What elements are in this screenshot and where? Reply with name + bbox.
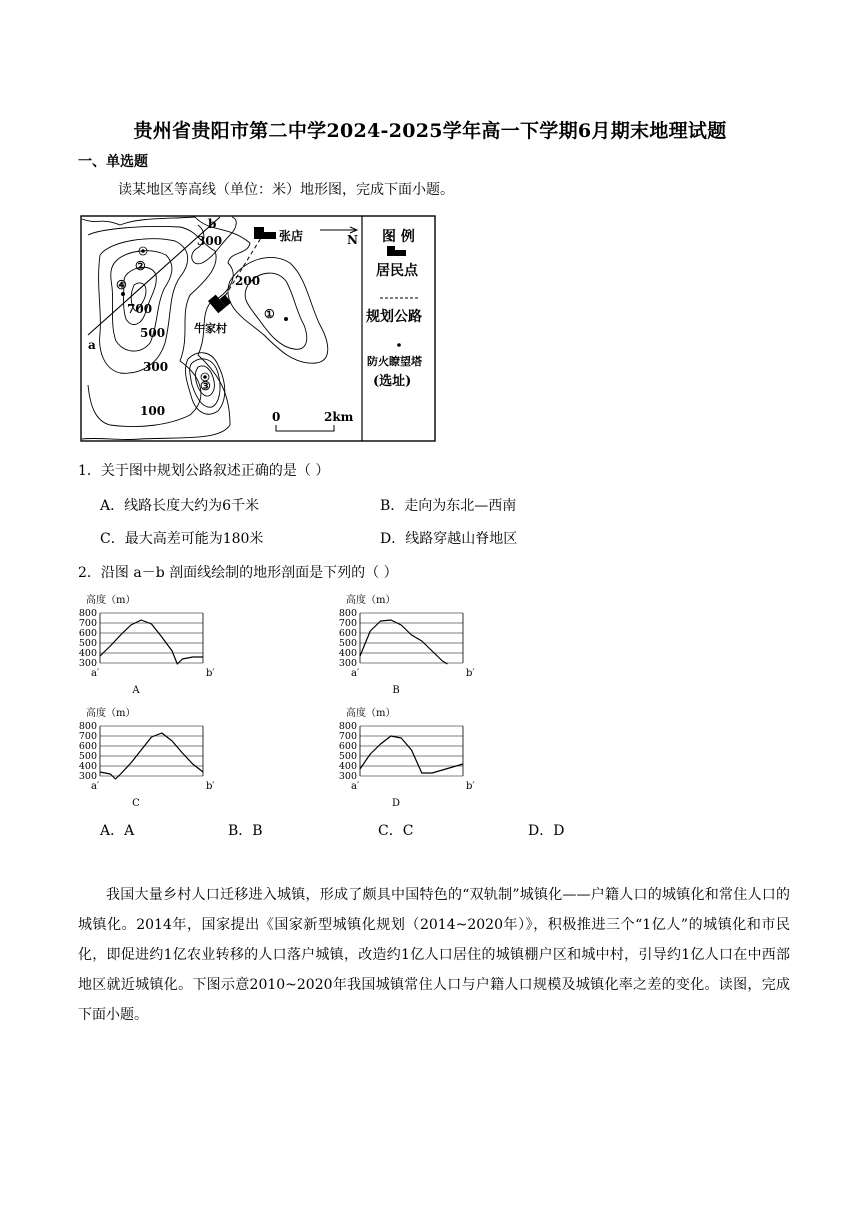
intro-text: 读某地区等高线（单位：米）地形图，完成下面小题。 bbox=[118, 182, 454, 198]
q2-option-c[interactable]: C．C bbox=[378, 823, 414, 839]
profile-x-start: a′ bbox=[91, 781, 100, 792]
label-700: 700 bbox=[127, 302, 153, 316]
profile-x-end: b′ bbox=[466, 668, 475, 679]
profile-tick-label: 600 bbox=[78, 741, 97, 752]
label-200: 200 bbox=[235, 274, 261, 288]
profile-name: D bbox=[391, 798, 401, 809]
profile-x-start: a′ bbox=[91, 668, 100, 679]
profile-name: C bbox=[132, 798, 140, 809]
profile-name: A bbox=[132, 685, 140, 696]
profile-tick-label: 800 bbox=[78, 721, 97, 732]
profile-tick-label: 600 bbox=[338, 741, 357, 752]
label-300-top: 300 bbox=[197, 234, 223, 248]
profile-tick-label: 500 bbox=[338, 638, 357, 649]
profile-tick-label: 300 bbox=[338, 658, 357, 669]
profile-ylabel: 高度（m） bbox=[346, 595, 396, 606]
profile-tick-label: 600 bbox=[338, 628, 357, 639]
profile-tick-label: 600 bbox=[78, 628, 97, 639]
map-legend bbox=[365, 228, 423, 389]
profile-ylabel: 高度（m） bbox=[86, 595, 136, 606]
profile-tick-label: 500 bbox=[78, 751, 97, 762]
label-p3: ③ bbox=[200, 379, 211, 393]
label-scale-2: 2km bbox=[324, 410, 354, 424]
label-300-bottom: 300 bbox=[143, 360, 169, 374]
profile-ylabel: 高度（m） bbox=[346, 708, 396, 719]
profile-tick-label: 700 bbox=[78, 731, 97, 742]
q1-option-a[interactable]: A．线路长度大约为6千米 bbox=[100, 498, 260, 514]
label-a: a bbox=[88, 338, 96, 352]
q1-option-b[interactable]: B．走向为东北—西南 bbox=[380, 498, 517, 514]
profile-tick-label: 500 bbox=[338, 751, 357, 762]
page-title: 贵州省贵阳市第二中学2024-2025学年高一下学期6月期末地理试题 bbox=[133, 120, 727, 142]
q1-option-d[interactable]: D．线路穿越山脊地区 bbox=[380, 531, 518, 547]
q2-option-d[interactable]: D．D bbox=[528, 823, 565, 839]
profile-tick-label: 400 bbox=[338, 648, 357, 659]
profile-name: B bbox=[392, 685, 400, 696]
q2-option-a[interactable]: A．A bbox=[100, 823, 135, 839]
q1-stem: 1．关于图中规划公路叙述正确的是（ ） bbox=[78, 463, 330, 479]
label-b: b bbox=[208, 217, 217, 231]
profile-tick-label: 300 bbox=[78, 658, 97, 669]
profile-tick-label: 700 bbox=[78, 618, 97, 629]
label-scale-0: 0 bbox=[272, 410, 281, 424]
profile-x-end: b′ bbox=[206, 668, 215, 679]
q2-stem: 2．沿图 a－b 剖面线绘制的地形剖面是下列的（ ） bbox=[78, 565, 398, 581]
profile-tick-label: 400 bbox=[338, 761, 357, 772]
profile-tick-label: 700 bbox=[338, 618, 357, 629]
passage-paragraph: 我国大量乡村人口迁移进入城镇，形成了颇具中国特色的“双轨制”城镇化——户籍人口的城镇化和常住人口的城镇化。2014年，国家提出《国家新型城镇化规划（2014~2020年）》，积极推进三个“1亿人”的城镇化和市民化，即促进约1亿农业转移的人口落户城镇，改造约1亿人口居住的城镇棚户区和城中村，引导约1亿人口在中西部地区就近城镇化。下图示意2010~2020年我国城镇常住人口与户籍人口规模及城镇化率之差的变化。读图，完成下面小题。 bbox=[78, 887, 790, 1023]
profile-tick-label: 300 bbox=[338, 771, 357, 782]
legend-road: 规划公路 bbox=[366, 309, 422, 325]
profile-tick-label: 800 bbox=[78, 608, 97, 619]
profile-chart-b[interactable] bbox=[330, 589, 490, 701]
label-p2: ② bbox=[135, 259, 146, 273]
profile-tick-label: 500 bbox=[78, 638, 97, 649]
q1-option-c[interactable]: C．最大高差可能为180米 bbox=[100, 531, 264, 547]
profile-tick-label: 400 bbox=[78, 648, 97, 659]
label-north: N bbox=[347, 233, 358, 247]
profile-tick-label: 700 bbox=[338, 731, 357, 742]
profile-tick-label: 400 bbox=[78, 761, 97, 772]
legend-tower-1: 防火瞭望塔 bbox=[367, 355, 422, 368]
profile-x-start: a′ bbox=[351, 668, 360, 679]
profile-x-end: b′ bbox=[206, 781, 215, 792]
profile-x-end: b′ bbox=[466, 781, 475, 792]
profile-x-start: a′ bbox=[351, 781, 360, 792]
legend-settlement: 居民点 bbox=[376, 263, 418, 279]
label-500: 500 bbox=[140, 326, 166, 340]
profile-line-D bbox=[360, 736, 463, 773]
profile-ylabel: 高度（m） bbox=[86, 708, 136, 719]
contour-map bbox=[80, 215, 436, 443]
profile-line-A bbox=[100, 620, 203, 664]
label-p4: ④ bbox=[116, 278, 127, 292]
profile-chart-a[interactable] bbox=[70, 589, 230, 701]
label-p1: ① bbox=[264, 307, 275, 321]
profile-line-B bbox=[360, 620, 448, 664]
legend-title: 图 例 bbox=[382, 229, 415, 245]
label-100: 100 bbox=[140, 404, 166, 418]
q2-option-b[interactable]: B．B bbox=[228, 823, 263, 839]
legend-tower-2: (选址) bbox=[373, 374, 412, 389]
profile-tick-label: 300 bbox=[78, 771, 97, 782]
profile-chart-d[interactable] bbox=[330, 702, 490, 814]
settlement-zhangdian bbox=[254, 227, 276, 239]
section-heading: 一、单选题 bbox=[78, 154, 148, 170]
profile-chart-c[interactable] bbox=[70, 702, 230, 814]
profile-tick-label: 800 bbox=[338, 721, 357, 732]
label-niujiacun: 牛家村 bbox=[194, 322, 227, 335]
label-zhangdian: 张店 bbox=[279, 229, 304, 243]
passage-urbanization bbox=[78, 880, 790, 1030]
profile-tick-label: 800 bbox=[338, 608, 357, 619]
